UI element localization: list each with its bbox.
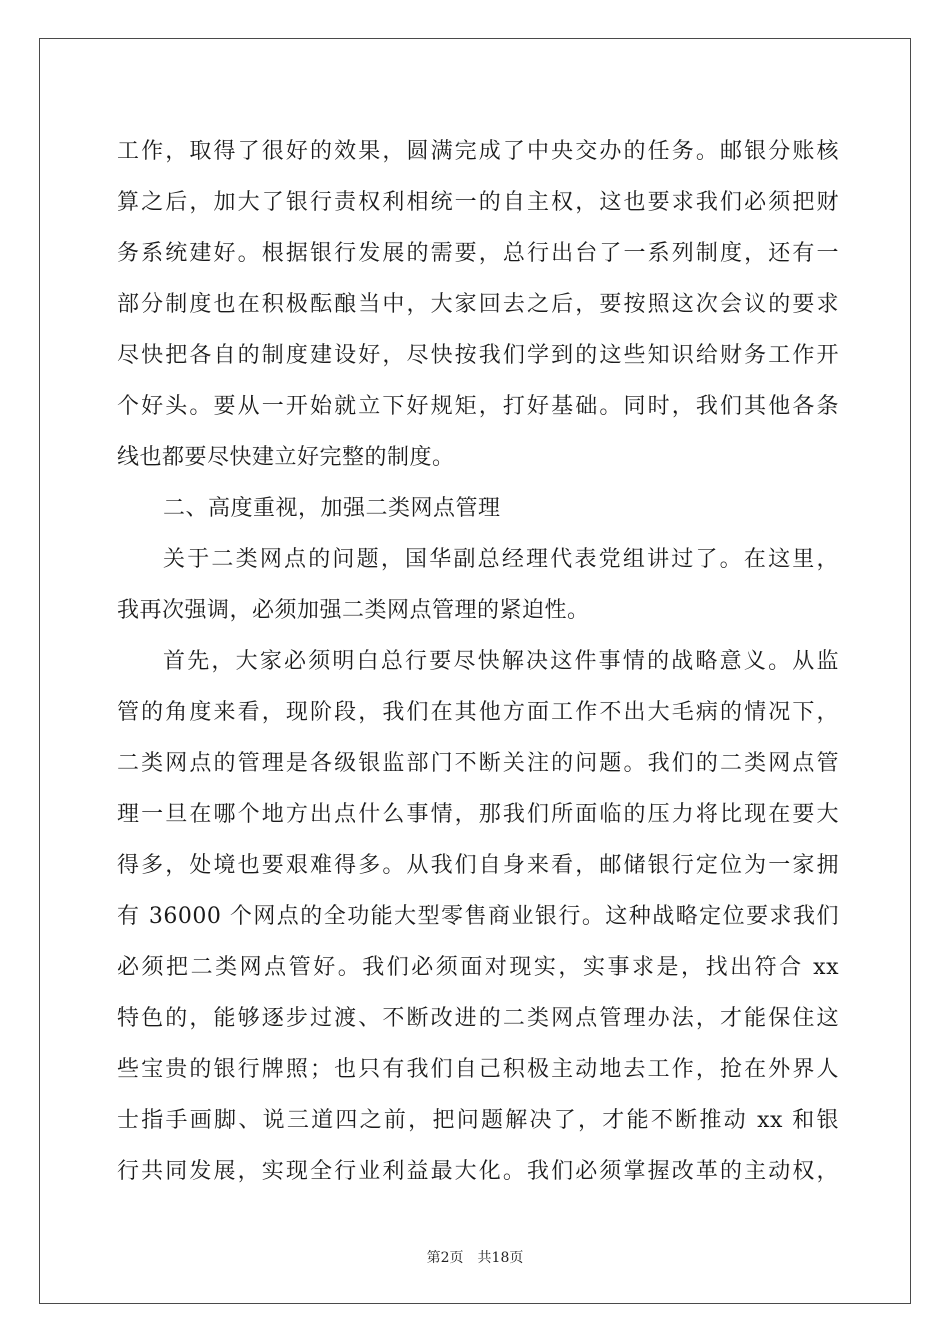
text-line: 算之后，加大了银行责权利相统一的自主权，这也要求我们必须把财 [117, 190, 839, 215]
text-line: 尽快把各自的制度建设好，尽快按我们学到的这些知识给财务工作开 [117, 343, 839, 368]
text-line: 行共同发展，实现全行业利益最大化。我们必须掌握改革的主动权， [117, 1159, 839, 1184]
text-line: 有 36000 个网点的全功能大型零售商业银行。这种战略定位要求我们 [117, 904, 839, 929]
text-line: 士指手画脚、说三道四之前，把问题解决了，才能不断推动 xx 和银 [117, 1108, 839, 1133]
text-line: 线也都要尽快建立好完整的制度。 [117, 445, 455, 470]
text-line: 首先，大家必须明白总行要尽快解决这件事情的战略意义。从监 [163, 649, 839, 674]
page-footer [0, 1247, 950, 1267]
text-line: 得多，处境也要艰难得多。从我们自身来看，邮储银行定位为一家拥 [117, 853, 839, 878]
text-line: 务系统建好。根据银行发展的需要，总行出台了一系列制度，还有一 [117, 241, 839, 266]
text-line: 个好头。要从一开始就立下好规矩，打好基础。同时，我们其他各条 [117, 394, 839, 419]
text-line: 管的角度来看，现阶段，我们在其他方面工作不出大毛病的情况下， [117, 700, 839, 725]
text-line: 关于二类网点的问题，国华副总经理代表党组讲过了。在这里， [163, 547, 839, 572]
page-number: 第2页 [426, 1250, 464, 1266]
text-line: 特色的，能够逐步过渡、不断改进的二类网点管理办法，才能保住这 [117, 1006, 839, 1031]
text-line: 我再次强调，必须加强二类网点管理的紧迫性。 [117, 598, 590, 623]
section-heading: 二、高度重视，加强二类网点管理 [163, 496, 501, 521]
text-line: 必须把二类网点管好。我们必须面对现实，实事求是，找出符合 xx [117, 955, 839, 980]
page-total: 共18页 [477, 1250, 524, 1266]
text-line: 部分制度也在积极酝酿当中，大家回去之后，要按照这次会议的要求 [117, 292, 839, 317]
text-line: 工作，取得了很好的效果，圆满完成了中央交办的任务。邮银分账核 [117, 139, 839, 164]
document-body [117, 126, 839, 1197]
text-line: 些宝贵的银行牌照；也只有我们自己积极主动地去工作，抢在外界人 [117, 1057, 839, 1082]
text-line: 二类网点的管理是各级银监部门不断关注的问题。我们的二类网点管 [117, 751, 839, 776]
text-line: 理一旦在哪个地方出点什么事情，那我们所面临的压力将比现在要大 [117, 802, 839, 827]
